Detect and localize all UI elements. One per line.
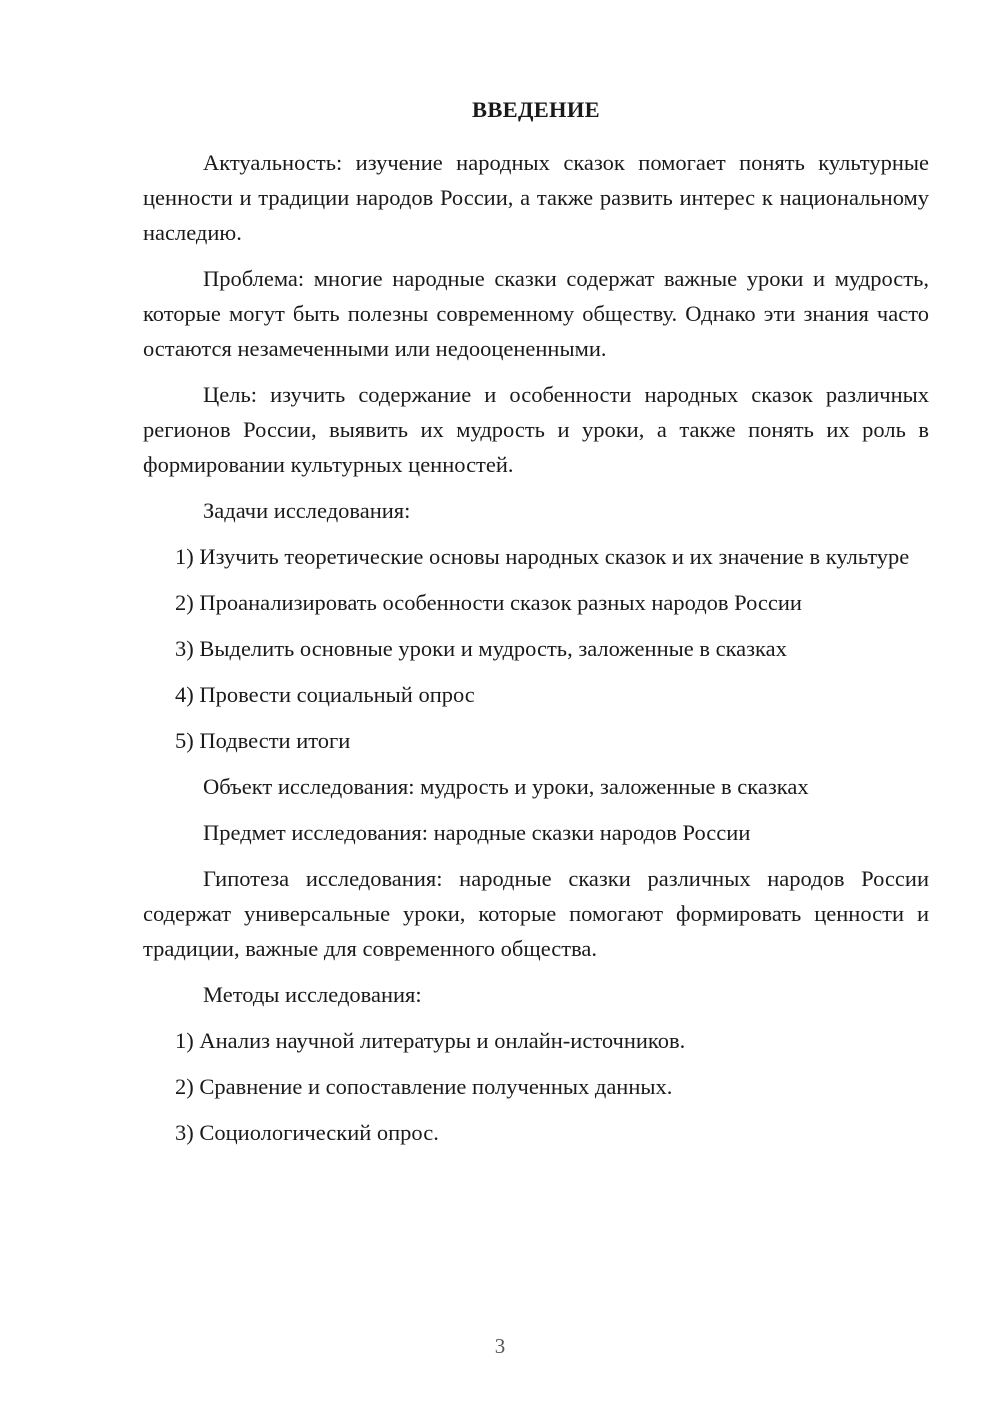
relevance-paragraph: Актуальность: изучение народных сказок помогает понять культурные ценности и традиции народов России, а также развить интерес к национальному наследию. xyxy=(143,150,929,245)
subject-paragraph: Предмет исследования: народные сказки народов России xyxy=(203,820,751,845)
list-item: 1) Анализ научной литературы и онлайн-источников. xyxy=(175,1028,686,1053)
tasks-list xyxy=(143,539,929,758)
goal-paragraph: Цель: изучить содержание и особенности народных сказок различных регионов России, выявить их мудрость и уроки, а также понять их роль в формировании культурных ценностей. xyxy=(143,382,929,477)
page-number: 3 xyxy=(494,1334,506,1358)
methods-heading: Методы исследования: xyxy=(203,982,422,1007)
list-item: 2) Сравнение и сопоставление полученных данных. xyxy=(175,1074,673,1099)
tasks-heading: Задачи исследования: xyxy=(203,498,411,523)
list-item: 4) Провести социальный опрос xyxy=(175,682,475,707)
list-item: 3) Выделить основные уроки и мудрость, заложенные в сказках xyxy=(175,636,787,661)
problem-paragraph: Проблема: многие народные сказки содержат важные уроки и мудрость, которые могут быть полезны современному обществу. Однако эти знания часто остаются незамеченными или недооцененными. xyxy=(143,266,929,361)
document-page xyxy=(143,92,929,1161)
object-paragraph: Объект исследования: мудрость и уроки, заложенные в сказках xyxy=(203,774,809,799)
list-item: 1) Изучить теоретические основы народных сказок и их значение в культуре xyxy=(175,544,910,569)
list-item: 5) Подвести итоги xyxy=(175,728,351,753)
list-item: 3) Социологический опрос. xyxy=(175,1120,439,1145)
hypothesis-paragraph: Гипотеза исследования: народные сказки различных народов России содержат универсальные уроки, которые помогают формировать ценности и традиции, важные для современного общества. xyxy=(143,866,929,961)
page-title: ВВЕДЕНИЕ xyxy=(472,97,600,122)
methods-list xyxy=(143,1023,929,1150)
list-item: 2) Проанализировать особенности сказок разных народов России xyxy=(175,590,802,615)
